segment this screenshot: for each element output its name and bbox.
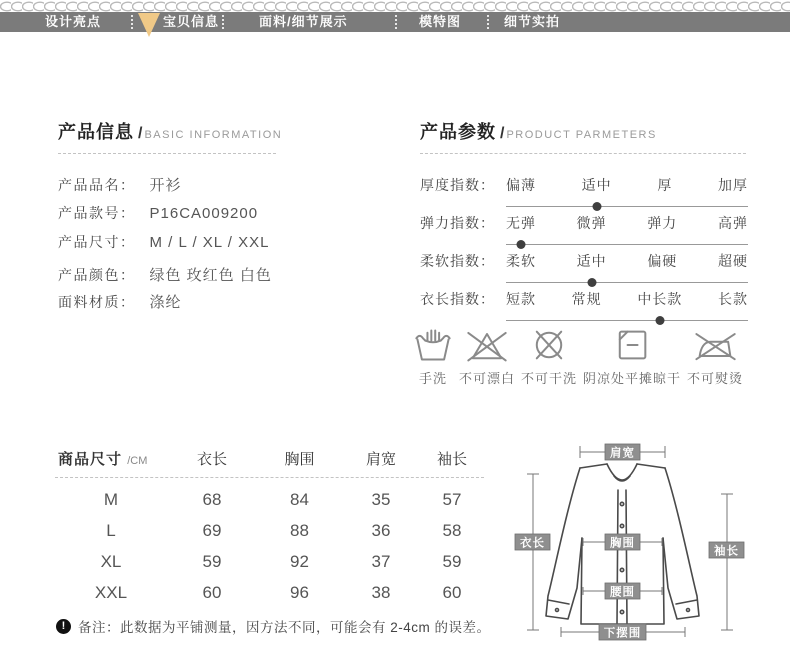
param-option: 弹力 [647,215,678,231]
size-table [55,445,467,608]
field-value: P16CA009200 [149,205,259,222]
param-option: 高弹 [717,215,748,231]
right-sleeve [663,468,699,619]
dry-flat-in-shade-icon [612,326,652,364]
column-header-shoulder: 肩宽 [365,451,396,468]
param-label: 厚度指数： [420,177,495,193]
param-row-thickness [420,175,748,207]
table-cell: 69 [202,521,222,540]
field-label: 产品尺寸： [58,234,136,250]
param-option: 偏薄 [506,177,536,193]
waist-label: 腰围 [610,586,635,599]
param-option: 短款 [506,291,536,307]
field-label: 产品颜色： [58,267,136,283]
param-option: 加厚 [717,177,748,193]
no-iron-icon [692,326,738,364]
param-option: 适中 [576,253,607,269]
shoulder-seams [580,464,665,468]
table-cell: 38 [371,583,391,602]
column-header-length: 衣长 [196,451,227,468]
param-option: 常规 [571,291,602,307]
care-label: 手洗 [418,371,447,386]
field-value: 开衫 [149,177,182,194]
care-item-hand-wash [413,326,453,387]
button-placket [617,490,627,624]
collar [607,464,637,480]
tab-separator [222,15,224,29]
param-option: 无弹 [506,215,536,231]
tab-detail-shots[interactable]: 细节实拍 [504,14,561,29]
row-size-label: XL [100,552,122,571]
param-label: 衣长指数： [420,291,495,307]
param-row-elasticity [420,213,748,245]
basic-info-subtitle: BASIC INFORMATION [144,129,283,141]
field-product-colors [58,264,272,285]
care-instructions [413,326,743,387]
care-label: 不可熨烫 [686,371,743,386]
table-cell: 96 [290,583,309,602]
table-cell: 88 [290,521,309,540]
params-header [420,118,657,144]
cuff-lines [548,600,697,604]
size-table-title [55,445,167,475]
tab-design-highlights[interactable]: 设计亮点 [45,14,102,29]
divider [420,153,746,154]
field-fabric-material [58,291,182,312]
care-item-no-dry-clean [521,326,577,387]
tab-model-photos[interactable]: 模特图 [419,14,462,29]
hem-label: 下摆围 [603,627,642,640]
field-product-sizes [58,232,269,252]
param-option: 偏硬 [647,253,678,269]
basic-info-header [58,118,282,144]
tab-item-info[interactable]: 宝贝信息 [163,14,220,29]
field-label: 面料材质： [58,294,136,310]
param-row-length-index [420,289,748,321]
measurement-note [56,616,491,636]
note-text: 备注：此数据为平铺测量，因方法不同，可能会有 2-4cm 的误差。 [78,620,491,635]
slash-divider: / [500,125,505,142]
tab-separator [395,15,397,29]
param-option: 超硬 [717,253,748,269]
column-header-sleeve: 袖长 [436,451,467,468]
param-option: 微弹 [576,215,607,231]
table-cell: 59 [442,552,462,571]
field-value: 涤纶 [149,294,182,311]
no-dry-clean-icon [529,326,569,364]
param-scale [506,213,748,245]
param-option: 中长款 [637,291,683,307]
care-label: 不可干洗 [520,371,577,386]
size-table-unit: /CM [127,455,148,467]
tab-separator [487,15,489,29]
table-cell: 84 [290,490,309,509]
size-table-title-text: 商品尺寸 [58,451,123,468]
table-cell: 35 [371,490,391,509]
field-product-sku [58,203,258,223]
garment-length-label: 衣长 [520,537,545,550]
tab-separator [131,15,133,29]
param-scale [506,289,748,321]
row-size-label: M [103,490,119,509]
field-label: 产品品名： [58,177,136,193]
exclamation-icon: ! [56,619,71,634]
care-item-dry-flat-in-shade [583,326,681,387]
table-cell: 60 [202,583,222,602]
param-scale [506,251,748,283]
column-header-chest: 胸围 [284,451,315,468]
hand-wash-icon [413,326,453,364]
divider [55,477,484,484]
care-label: 不可漂白 [458,371,515,386]
table-cell: 36 [371,521,391,540]
field-value: M / L / XL / XXL [149,234,270,251]
field-product-name [58,174,182,195]
param-option: 柔软 [506,253,536,269]
basic-info-title: 产品信息 [58,122,134,142]
section-tab-bar [0,12,790,32]
shoulder-width-label: 肩宽 [610,447,635,460]
table-cell: 92 [290,552,309,571]
field-value: 绿色 玫红色 白色 [149,267,272,284]
shirt-measurement-diagram [495,438,765,645]
care-item-no-iron [687,326,743,387]
field-label: 产品款号： [58,205,136,221]
param-row-softness [420,251,748,283]
param-scale [506,175,748,207]
param-label: 柔软指数： [420,253,495,269]
table-cell: 68 [202,490,222,509]
care-label: 阴凉处平摊晾干 [582,371,681,386]
table-cell: 59 [202,552,222,571]
params-subtitle: PRODUCT PARMETERS [506,129,657,141]
param-option: 适中 [581,177,612,193]
care-item-no-bleach [459,326,515,387]
active-tab-marker-icon [138,13,160,37]
table-cell: 57 [442,490,462,509]
row-size-label: L [106,521,116,540]
table-cell: 60 [442,583,462,602]
sleeve-length-label: 袖长 [714,545,739,558]
divider [58,153,276,154]
no-bleach-icon [465,326,509,364]
slash-divider: / [138,125,143,142]
params-title: 产品参数 [420,122,496,142]
param-label: 弹力指数： [420,215,495,231]
param-option: 厚 [657,177,673,193]
chest-label: 胸围 [610,537,635,550]
row-size-label: XXL [94,583,128,602]
param-option: 长款 [717,291,748,307]
table-cell: 37 [371,552,391,571]
table-cell: 58 [442,521,462,540]
tab-fabric-details[interactable]: 面料/细节展示 [259,14,348,29]
left-sleeve [546,468,582,619]
